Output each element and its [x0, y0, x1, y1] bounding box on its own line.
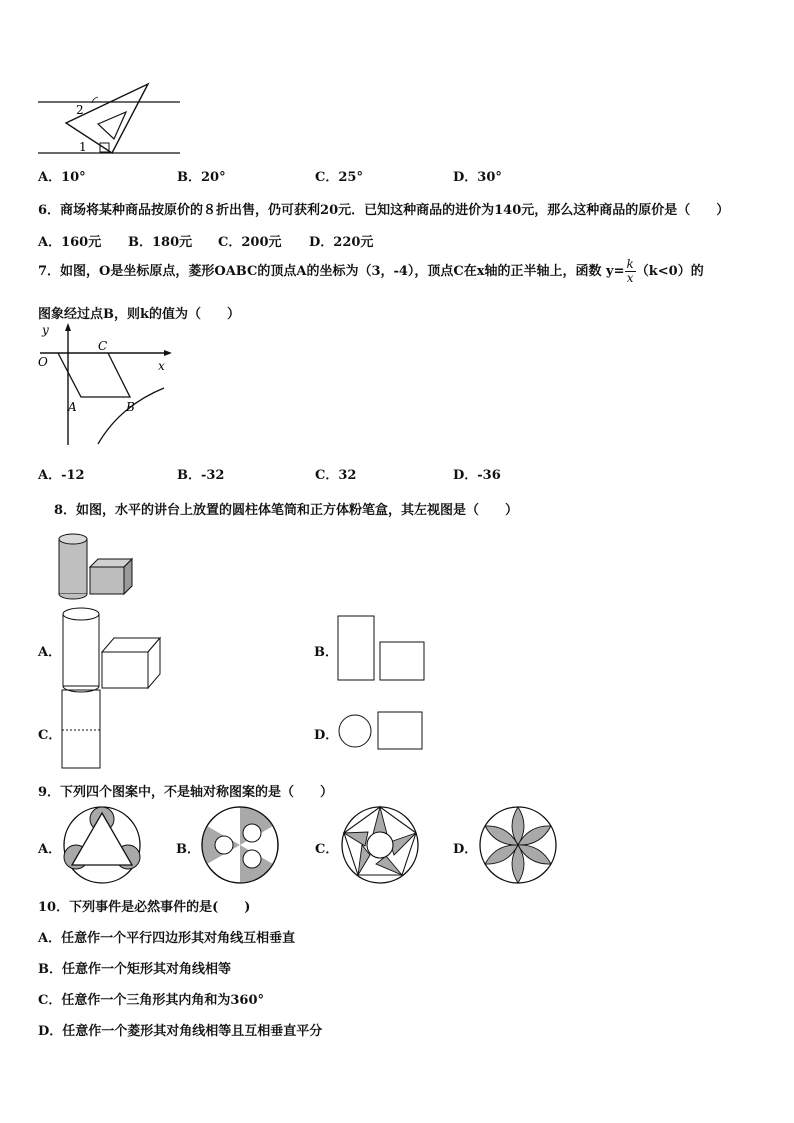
point-o-label: O	[38, 355, 48, 369]
q7-stem-part2: （k<0）的	[635, 264, 704, 279]
x-axis-label: x	[158, 359, 165, 373]
q6-option-d: D．220元	[309, 235, 374, 250]
q7-option-c: C．32	[315, 468, 357, 483]
q9-stem: 9．下列四个图案中，不是轴对称图案的是（ ）	[38, 785, 334, 800]
q5-option-a: A．10°	[38, 170, 86, 185]
q7-stem-line2: 图象经过点B，则k的值为（ ）	[38, 307, 240, 322]
y-axis-label: y	[42, 323, 49, 337]
q8-option-c-figure	[60, 688, 104, 770]
q7-fraction	[625, 258, 636, 285]
q10-option-c: C．任意作一个三角形其内角和为360°	[38, 993, 264, 1008]
q10-option-b: B．任意作一个矩形其对角线相等	[38, 962, 231, 977]
q5-option-d: D．30°	[453, 170, 502, 185]
q7-option-b: B．-32	[177, 468, 225, 483]
q7-stem-part1: 7．如图，O是坐标原点，菱形OABC的顶点A的坐标为（3，-4），顶点C在x轴的正半轴上，函数 y=	[38, 264, 625, 279]
q10-option-d: D．任意作一个菱形其对角线相等且互相垂直平分	[38, 1024, 323, 1039]
q6-option-a: A．160元	[38, 235, 102, 250]
q9-option-a-label: A．	[38, 842, 62, 857]
angle-1-label: 1	[79, 140, 87, 154]
q8-option-c-label: C．	[38, 728, 62, 743]
point-b-label: B	[126, 400, 135, 414]
q8-option-b-label: B．	[314, 645, 338, 660]
q8-option-d-label: D．	[314, 728, 339, 743]
q9-option-d-figure	[478, 805, 558, 885]
q9-option-b-figure	[200, 805, 280, 885]
q8-option-a-label: A．	[38, 645, 62, 660]
q9-option-c-figure	[340, 805, 420, 885]
q6-stem: 6．商场将某种商品按原价的８折出售，仍可获利20元．已知这种商品的进价为140元，那么这种商品的原价是（ ）	[38, 203, 730, 218]
q10-option-a: A．任意作一个平行四边形其对角线互相垂直	[38, 931, 296, 946]
q9-option-d-label: D．	[453, 842, 478, 857]
q6-option-c: C．200元	[218, 235, 282, 250]
q7-figure	[36, 322, 174, 448]
q9-option-a-figure	[62, 805, 142, 885]
q7-frac-numerator: k	[626, 257, 634, 271]
angle-2-label: 2	[76, 103, 84, 117]
q8-option-a-figure	[60, 604, 166, 690]
q8-option-b-figure	[336, 614, 428, 682]
point-a-label: A	[68, 400, 77, 414]
q7-frac-denominator: x	[626, 271, 634, 285]
q5-option-b: B．20°	[177, 170, 226, 185]
q7-stem	[38, 258, 704, 285]
q5-figure	[36, 82, 184, 157]
q9-option-c-label: C．	[315, 842, 339, 857]
q8-main-figure	[56, 532, 136, 598]
q8-option-d-figure	[336, 708, 428, 752]
q7-option-a: A．-12	[38, 468, 85, 483]
q7-option-d: D．-36	[453, 468, 501, 483]
q5-option-c: C．25°	[315, 170, 363, 185]
point-c-label: C	[98, 339, 108, 353]
q6-option-b: B．180元	[128, 235, 193, 250]
q10-stem: 10．下列事件是必然事件的是( )	[38, 900, 251, 915]
q8-stem: 8．如图，水平的讲台上放置的圆柱体笔筒和正方体粉笔盒，其左视图是（ ）	[54, 503, 519, 518]
q9-option-b-label: B．	[176, 842, 200, 857]
